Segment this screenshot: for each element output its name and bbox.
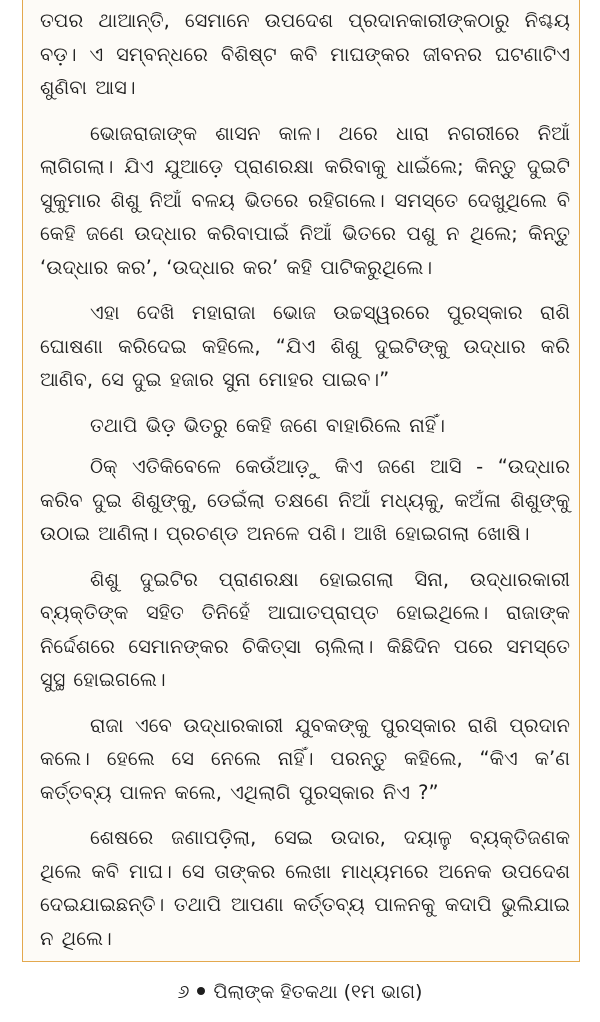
bullet-dot-icon [197, 987, 205, 995]
paragraph-rescue: ଠିକ୍ ଏତିକିବେଳେ କେଉଁଆଡ଼ୁ କିଏ ଜଣେ ଆସି - “ଉଦ୍ଧାର କରିବ ଦୁଇ ଶିଶୁଙ୍କୁ, ଡେଇଁଲା ତକ୍ଷଣେ ନିଆଁ ମଧ୍ୟକୁ, କଅଁଳା ଶିଶୁଙ୍କୁ ଉଠାଇ ଆଣିଲା। ପ୍ରଚଣ୍ଡ ଅନଳେ ପଶି। ଆଖି ହୋଇଗଲା ଖୋଷି। [40, 455, 570, 545]
book-title: ପିଲାଙ୍କ ହିତକଥା (୧ମ ଭାଗ) [213, 981, 423, 1003]
story-text [40, 4, 570, 967]
paragraph-treatment: ଶିଶୁ ଦୁଇଟିର ପ୍ରାଣରକ୍ଷା ହୋଇଗଲା ସିନା, ଉଦ୍ଧାରକାରୀ ବ୍ୟକ୍ତିଙ୍କ ସହିତ ତିନିହେଁ ଆଘାତପ୍ରାପ୍ତ ହୋଇଥିଲେ। ରାଜାଙ୍କ ନିର୍ଦ୍ଦେଶରେ ସେମାନଙ୍କର ଚିକିତ୍ସା ଚାଲିଲା। କିଛିଦିନ ପରେ ସମସ୍ତେ ସୁସ୍ଥ ହୋଇଗଲେ। [40, 567, 570, 691]
page-footer [0, 978, 600, 1006]
paragraph-nobody-came: ତଥାପି ଭିଡ଼ ଭିତରୁ କେହି ଜଣେ ବାହାରିଲେ ନାହିଁ। [90, 413, 445, 437]
paragraph-intro-continued: ତପର ଥାଆନ୍ତି, ସେମାନେ ଉପଦେଶ ପ୍ରଦାନକାରୀଙ୍କଠାରୁ ନିଶ୍ଚୟ ବଡ଼। ଏ ସମ୍ବନ୍ଧରେ ବିଶିଷ୍ଟ କବି ମାଘଙ୍କର ଜୀବନର ଘଟଣାଟିଏ ଶୁଣିବା ଆସ। [40, 9, 570, 99]
page-number: ୬ [177, 981, 190, 1003]
paragraph-refusal: ରାଜା ଏବେ ଉଦ୍ଧାରକାରୀ ଯୁବକଙ୍କୁ ପୁରସ୍କାର ରାଶି ପ୍ରଦାନ କଲେ। ହେଲେ ସେ ନେଲେ ନାହିଁ। ପରନ୍ତୁ କହିଲେ, “କିଏ କ’ଣ କର୍ତ୍ତବ୍ୟ ପାଳନ କଲେ, ଏଥିଲାଗି ପୁରସ୍କାର ନିଏ ?” [40, 713, 570, 804]
paragraph-reward-announcement: ଏହା ଦେଖି ମହାରାଜା ଭୋଜ ଉଚ୍ଚସ୍ୱରରେ ପୁରସ୍କାର ରାଶି ଘୋଷଣା କରିଦେଇ କହିଲେ, “ଯିଏ ଶିଶୁ ଦୁଇଟିଙ୍କୁ ଉଦ୍ଧାର କରି ଆଣିବ, ସେ ଦୁଇ ହଜାର ସୁନା ମୋହର ପାଇବ।” [40, 301, 570, 391]
paragraph-fire: ଭୋଜରାଜାଙ୍କ ଶାସନ କାଳ। ଥରେ ଧାରା ନଗରୀରେ ନିଆଁ ଲାଗିଗଲା। ଯିଏ ଯୁଆଡ଼େ ପ୍ରାଣରକ୍ଷା କରିବାକୁ ଧାଇଁଲେ; କିନ୍ତୁ ଦୁଇଟି ସୁକୁମାର ଶିଶୁ ନିଆଁ ବଳୟ ଭିତରେ ରହିଗଲେ। ସମସ୍ତେ ଦେଖୁଥିଲେ ବି କେହି ଜଣେ ଉଦ୍ଧାର କରିବାପାଇଁ ନିଆଁ ଭିତରେ ପଶୁ ନ ଥିଲେ; କିନ୍ତୁ ‘ଉଦ୍ଧାର କର’, ‘ଉଦ୍ଧାର କର’ କହି ପାଟିକରୁଥିଲେ। [40, 121, 570, 279]
paragraph-conclusion: ଶେଷରେ ଜଣାପଡ଼ିଲା, ସେଇ ଉଦାର, ଦୟାଳୁ ବ୍ୟକ୍ତିଜଣକ ଥିଲେ କବି ମାଘ। ସେ ତାଙ୍କର ଲେଖା ମାଧ୍ୟମରେ ଅନେକ ଉପଦେଶ ଦେଇଯାଇଛନ୍ତି। ତଥାପି ଆପଣା କର୍ତ୍ତବ୍ୟ ପାଳନକୁ କଦାପି ଭୁଲିଯାଇ ନ ଥିଲେ। [40, 826, 570, 950]
